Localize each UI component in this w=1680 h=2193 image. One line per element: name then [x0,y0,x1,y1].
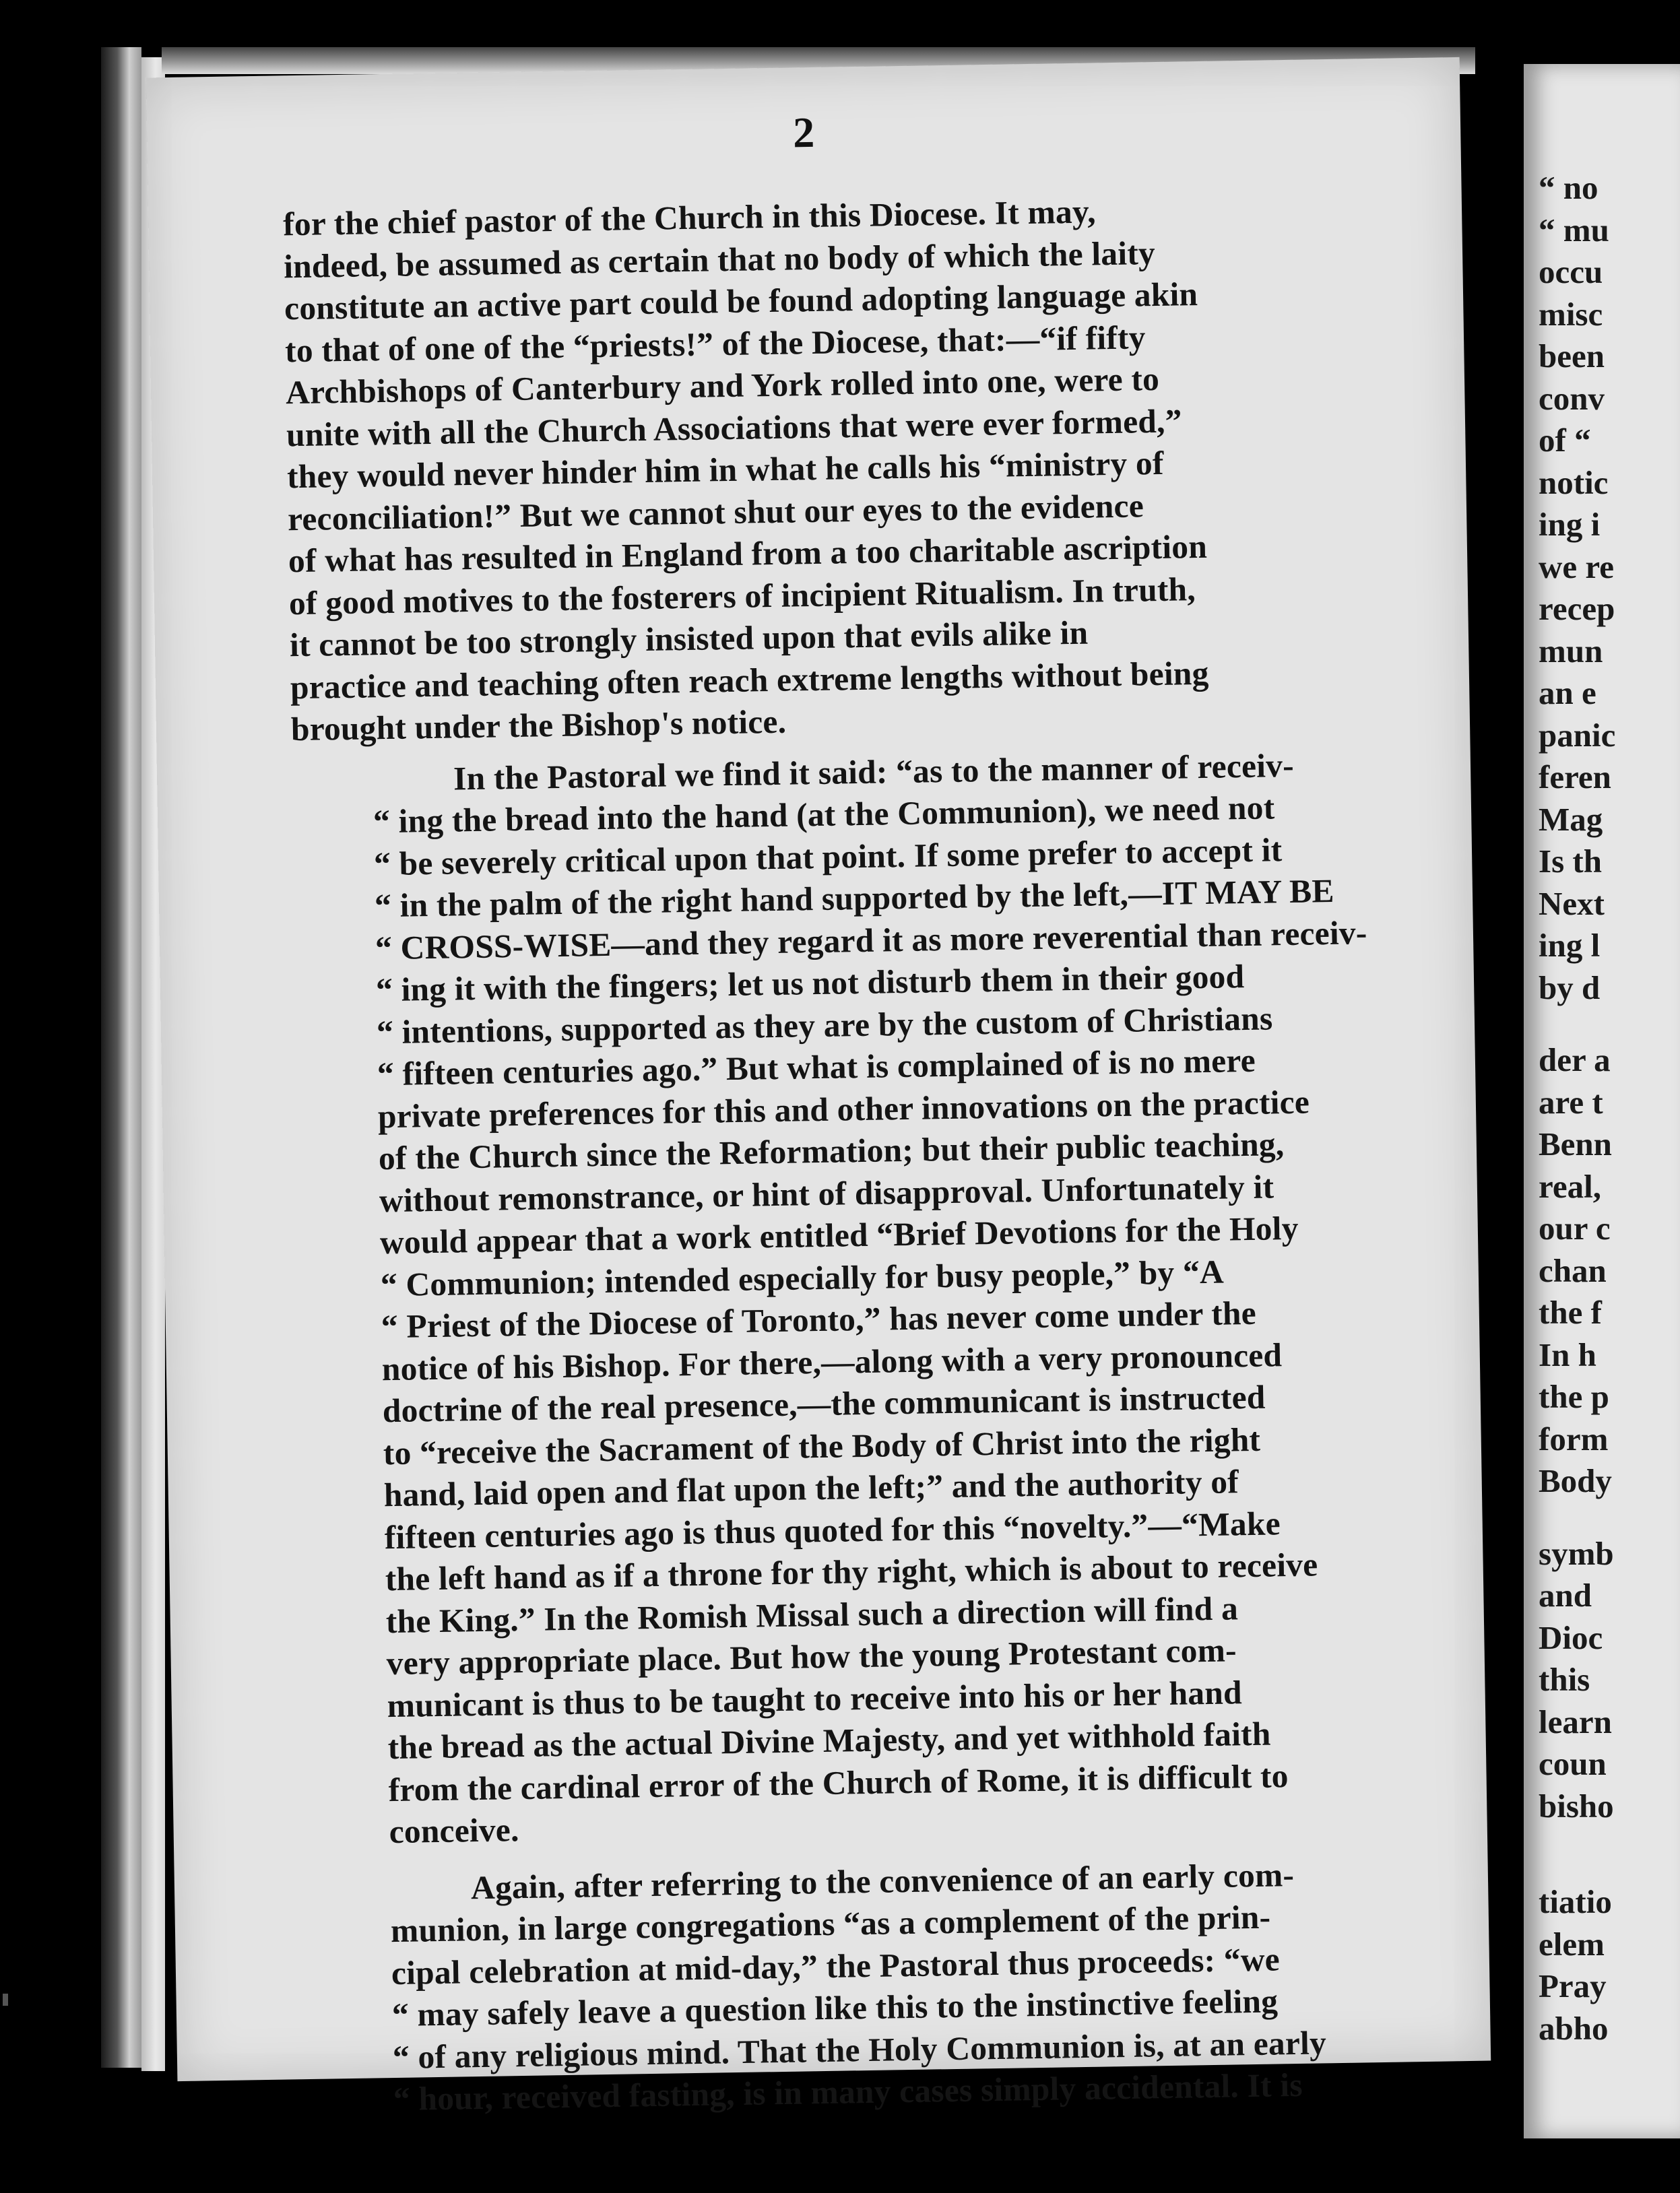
text-line: from the cardinal error of the Church of Rome, it is difficult to [388,1757,1289,1808]
fragment-line: tiatio [1539,1883,1612,1920]
text-line: very appropriate place. But how the young Protestant com- [386,1631,1237,1682]
fragment-line: Pray [1539,1967,1607,2004]
fragment-line: symb [1539,1534,1614,1572]
fragment-line: of “ [1539,422,1591,459]
paragraph [292,743,1413,1855]
text-line: to “receive the Sacrament of the Body of Christ into the right [383,1420,1261,1472]
fragment-line: our c [1539,1210,1611,1247]
text-line: doctrine of the real presence,—the communicant is instructed [382,1378,1266,1430]
text-line: hand, laid open and flat upon the left;” and the authority of [383,1463,1239,1514]
fragment-line: by d [1539,969,1601,1006]
fragment-line: the f [1539,1294,1602,1331]
text-line: cipal celebration at mid-day,” the Pastoral thus proceeds: “we [391,1940,1281,1992]
fragment-line: Next [1539,884,1605,922]
text-line: the King.” In the Romish Missal such a direction will find a [385,1589,1239,1640]
fragment-line: der a [1539,1041,1611,1078]
text-line: “ Priest of the Diocese of Toronto,” has never come under the [381,1294,1257,1346]
fragment-line: learn [1539,1703,1612,1740]
fragment-line: “ mu [1539,211,1609,249]
fragment-line: notic [1539,463,1609,501]
body-text [283,187,1418,2122]
fragment-line: and [1539,1577,1592,1614]
scan-artifact [3,1994,8,2006]
binding-edge [101,47,141,2068]
fragment-line: abho [1539,2009,1609,2047]
fragment-line: Dioc [1539,1618,1603,1656]
fragment-line: are t [1539,1083,1603,1121]
fragment-line: bisho [1539,1787,1614,1825]
fragment-line: elem [1539,1925,1605,1963]
text-line: “ CROSS-WISE—and they regard it as more reverential than receiv- [375,913,1367,967]
text-line: Archbishops of Canterbury and York rolled into one, were to [285,360,1160,412]
text-line: indeed, be assumed as certain that no body of which the laity [283,234,1156,285]
fragment-line: In h [1539,1336,1596,1373]
text-line: to that of one of the “priests!” of the Diocese, that:—“if fifty [284,318,1146,369]
text-line: “ ing the bread into the hand (at the Communion), we need not [373,789,1275,841]
text-line: “ fifteen centuries ago.” But what is complained of is no mere [377,1041,1256,1093]
fragment-line: mun [1539,632,1603,669]
fragment-line: the p [1539,1378,1609,1415]
fragment-line: chan [1539,1251,1607,1289]
text-line: notice of his Bishop. For there,—along with a very pronounced [381,1336,1283,1387]
text-line: “ intentions, supported as they are by the custom of Christians [376,999,1273,1051]
text-line: practice and teaching often reach extreme lengths without being [290,654,1209,706]
fragment-line: form [1539,1420,1609,1458]
fragment-line: ing i [1539,506,1601,543]
fragment-line: coun [1539,1745,1607,1782]
fragment-line: misc [1539,295,1603,333]
text-line: “ Communion; intended especially for busy people,” by “A [380,1253,1225,1303]
text-line: “ hour, received fasting, is in many cases simply accidental. It is [393,2066,1303,2118]
text-line: of the Church since the Reformation; but their public teaching, [378,1125,1285,1177]
fragment-line: occu [1539,253,1603,290]
fragment-line: ing l [1539,927,1601,964]
fragment-line: conv [1539,379,1605,417]
fragment-line: Body [1539,1462,1612,1499]
text-line: “ may safely leave a question like this to the instinctive feeling [391,1982,1279,2034]
text-line: “ of any religious mind. That the Holy Communion is, at an early [392,2023,1327,2076]
fragment-line: this [1539,1661,1590,1698]
page-number: 2 [792,108,815,157]
text-line: “ be severely critical upon that point. If some prefer to accept it [373,830,1283,882]
text-line: reconciliation!” But we cannot shut our eyes to the evidence [287,486,1144,537]
fragment-line: Mag [1539,800,1603,838]
adjacent-page-fragment [1524,64,1680,2138]
fragment-line: Benn [1539,1125,1612,1163]
fragment-line: real, [1539,1167,1601,1205]
text-line: Again, after referring to the convenience of an early com- [470,1856,1295,1906]
paragraph [283,187,1396,751]
text-line: “ ing it with the fingers; let us not disturb them in their good [375,958,1245,1009]
text-line: without remonstrance, or hint of disapproval. Unfortunately it [379,1167,1274,1219]
text-line: munion, in large congregations “as a complement of the prin- [390,1898,1271,1950]
text-line: municant is thus to be taught to receive into his or her hand [387,1673,1243,1724]
document-page [146,57,1491,2118]
fragment-line: been [1539,337,1605,374]
text-line: would appear that a work entitled “Brief Devotions for the Holy [379,1209,1299,1262]
fragment-line: Is th [1539,843,1602,880]
fragment-line: an e [1539,674,1596,711]
fragment-line: recep [1539,590,1615,627]
text-line: fifteen centuries ago is thus quoted for this “novelty.”—“Make [384,1504,1281,1556]
text-line: unite with all the Church Associations that were ever formed,” [286,401,1182,453]
paragraph [309,1852,1418,2122]
text-line: brought under the Bishop's notice. [290,702,787,748]
text-line: of what has resulted in England from a too charitable ascription [288,527,1208,580]
fragment-line: we re [1539,548,1614,585]
text-line: private preferences for this and other innovations on the practice [377,1083,1310,1135]
text-line: “ in the palm of the right hand supported by the left,—IT MAY BE [374,872,1335,925]
fragment-line: feren [1539,758,1611,795]
text-line: conceive. [389,1811,519,1851]
text-line: they would never hinder him in what he calls his “ministry of [286,444,1164,496]
text-line: the left hand as if a throne for thy right, which is about to receive [385,1546,1318,1598]
text-line: In the Pastoral we find it said: “as to the manner of receiv- [453,746,1295,797]
fragment-line: “ no [1539,169,1598,206]
fragment-line: panic [1539,716,1616,754]
text-line: for the chief pastor of the Church in this Diocese. It may, [282,193,1097,243]
text-line: it cannot be too strongly insisted upon that evils alike in [289,614,1089,664]
text-line: constitute an active part could be found adopting language akin [284,275,1198,327]
text-line: of good motives to the fosterers of incipient Ritualism. In truth, [288,570,1196,622]
text-line: the bread as the actual Divine Majesty, and yet withhold faith [387,1715,1271,1767]
